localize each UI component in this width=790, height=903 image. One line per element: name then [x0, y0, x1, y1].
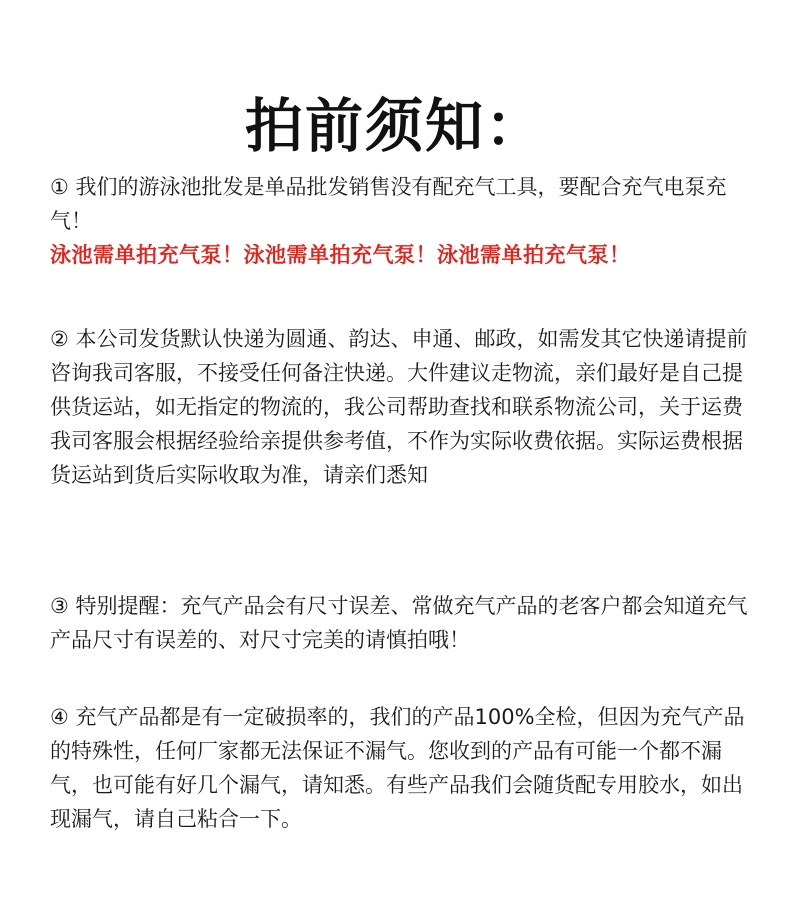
notice-item-4	[50, 700, 750, 836]
notice-item-3	[50, 589, 750, 657]
pump-warning: 泳池需单拍充气泵！泳池需单拍充气泵！泳池需单拍充气泵！	[50, 243, 631, 267]
page-title: 拍前须知：	[244, 91, 545, 160]
notice-text: ② 本公司发货默认快递为圆通、韵达、申通、邮政，如需发其它快递请提前咨询我司客服，不接受任何备注快递。大件建议走物流，亲们最好是自己提供货运站，如无指定的物流的，我公司帮助查找和联系物流公司，关于运费我司客服会根据经验给亲提供参考值，不作为实际收费依据。实际运费根据货运站到货后实际收取为准，请亲们悉知	[50, 327, 748, 487]
notice-text: ③ 特别提醒：充气产品会有尺寸误差、常做充气产品的老客户都会知道充气产品尺寸有误差的、对尺寸完美的请慎拍哦！	[50, 594, 748, 652]
notice-text: ① 我们的游泳池批发是单品批发销售没有配充气工具，要配合充气电泵充气！	[50, 175, 727, 233]
notice-item-1	[50, 170, 750, 272]
notice-text: ④ 充气产品都是有一定破损率的，我们的产品100%全检，但因为充气产品的特殊性，任何厂家都无法保证不漏气。您收到的产品有可能一个都不漏气，也可能有好几个漏气，请知悉。有些产品我们会随货配专用胶水，如出现漏气，请自己粘合一下。	[50, 705, 745, 831]
notice-item-2	[50, 322, 750, 492]
